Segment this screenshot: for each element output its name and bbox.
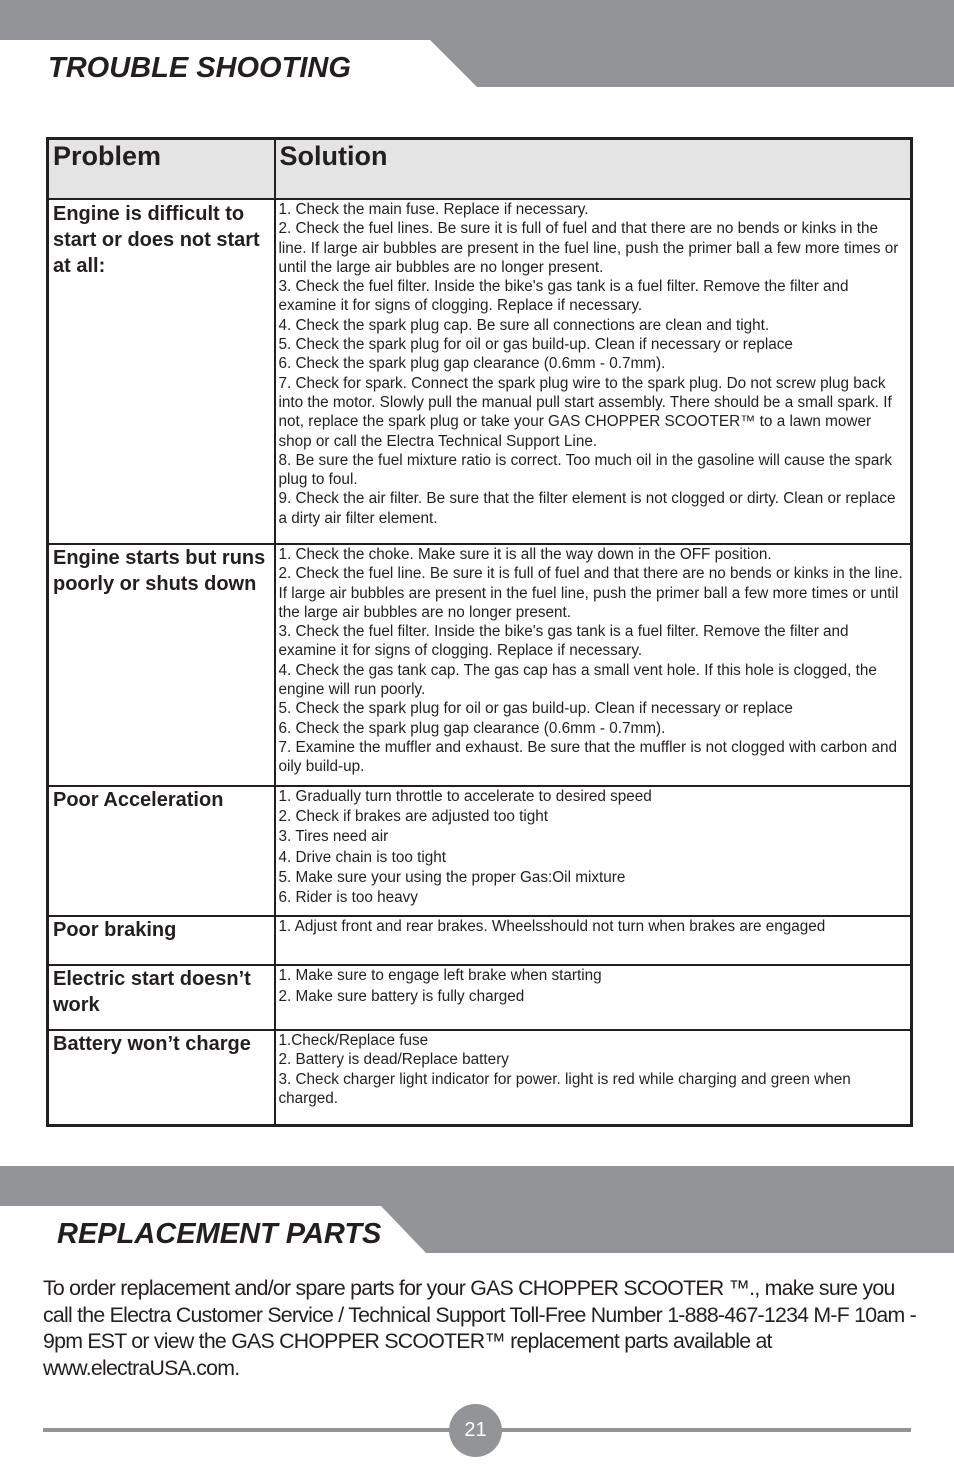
solution-step: 3. Tires need air bbox=[278, 828, 389, 846]
solution-step: 1. Adjust front and rear brakes. Wheelsshould not turn when brakes are engaged bbox=[278, 918, 826, 935]
solution-step: 2. Make sure battery is fully charged bbox=[278, 987, 525, 1005]
solution-cell bbox=[275, 1030, 912, 1126]
trouble-shooting-title: TROUBLE SHOOTING bbox=[48, 52, 351, 84]
replacement-parts-title: REPLACEMENT PARTS bbox=[57, 1218, 382, 1250]
solution-step: 1. Make sure to engage left brake when starting bbox=[278, 967, 602, 984]
solution-step: 4. Check the spark plug cap. Be sure all connections are clean and tight. bbox=[278, 316, 770, 334]
solution-step: 3. Check charger light indicator for power. light is red while charging and green when charged. bbox=[278, 1070, 851, 1107]
solution-cell bbox=[275, 786, 912, 916]
solution-cell bbox=[275, 965, 912, 1030]
solution-step: 2. Battery is dead/Replace battery bbox=[278, 1051, 509, 1069]
solution-step: 7. Check for spark. Connect the spark plug wire to the spark plug. Do not screw plug back into the motor. Slowly pull the manual pull start assembly. There should be a small spark. If not, replace the spark plug or take your GAS CHOPPER SCOOTER™ to a lawn mower shop or call the Electra Technical Support Line. bbox=[278, 374, 892, 450]
solution-cell bbox=[275, 199, 912, 544]
solution-step: 2. Check if brakes are adjusted too tight bbox=[278, 808, 549, 826]
solution-step: 1.Check/Replace fuse bbox=[278, 1032, 429, 1049]
table-header-row bbox=[48, 139, 912, 200]
solution-step: 6. Check the spark plug gap clearance (0.6mm - 0.7mm). bbox=[278, 719, 666, 737]
replacement-tab-slant bbox=[380, 1206, 430, 1254]
problem-cell: Poor braking bbox=[48, 916, 275, 965]
solution-step: 8. Be sure the fuel mixture ratio is correct. Too much oil in the gasoline will cause the spark plug to foul. bbox=[278, 451, 893, 489]
solution-step: 1. Check the choke. Make sure it is all the way down in the OFF position. bbox=[278, 546, 772, 563]
problem-cell: Engine starts but runs poorly or shuts down bbox=[48, 544, 275, 786]
table-row bbox=[48, 965, 912, 1030]
top-tab-slant bbox=[429, 40, 481, 88]
solution-step: 1. Gradually turn throttle to accelerate to desired speed bbox=[278, 788, 652, 805]
trouble-shooting-table bbox=[46, 137, 913, 1127]
table-row bbox=[48, 916, 912, 965]
page-number: 21 bbox=[449, 1404, 502, 1457]
solution-step: 3. Check the fuel filter. Inside the bike's gas tank is a fuel filter. Remove the filter and examine it for signs of clogging. Replace if necessary. bbox=[278, 278, 849, 315]
table-row bbox=[48, 786, 912, 916]
solution-step: 9. Check the air filter. Be sure that the filter element is not clogged or dirty. Clean or replace a dirty air filter element. bbox=[278, 490, 896, 527]
table-row bbox=[48, 1030, 912, 1126]
solution-step: 7. Examine the muffler and exhaust. Be sure that the muffler is not clogged with carbon and oily build-up. bbox=[278, 738, 897, 776]
table-row bbox=[48, 544, 912, 786]
replacement-parts-body: To order replacement and/or spare parts for your GAS CHOPPER SCOOTER ™., make sure you call the Electra Customer Service / Technical Support Toll-Free Number 1-888-467-1234 M-F 10am - 9pm EST or view the GAS CHOPPER SCOOTER™ replacement parts available at www.electraUSA.com. bbox=[43, 1276, 916, 1380]
problem-cell: Electric start doesn’t work bbox=[48, 965, 275, 1030]
table-row bbox=[48, 199, 912, 544]
solution-step: 4. Drive chain is too tight bbox=[278, 848, 446, 866]
solution-step: 6. Check the spark plug gap clearance (0.6mm - 0.7mm). bbox=[278, 355, 666, 373]
solution-step: 5. Check the spark plug for oil or gas build-up. Clean if necessary or replace bbox=[278, 700, 793, 718]
solution-step: 5. Check the spark plug for oil or gas build-up. Clean if necessary or replace bbox=[278, 336, 793, 354]
solution-step: 6. Rider is too heavy bbox=[278, 889, 418, 907]
solution-header: Solution bbox=[275, 139, 912, 200]
solution-step: 5. Make sure your using the proper Gas:Oil mixture bbox=[278, 868, 626, 886]
solution-cell bbox=[275, 916, 912, 965]
solution-cell bbox=[275, 544, 912, 786]
problem-cell: Battery won’t charge bbox=[48, 1030, 275, 1126]
problem-header: Problem bbox=[48, 139, 275, 200]
solution-step: 2. Check the fuel line. Be sure it is full of fuel and that there are no bends or kinks in the line. If large air bubbles are present in the fuel line, push the primer ball a few more times or until the large air bubbles are no longer present. bbox=[278, 565, 903, 621]
solution-step: 3. Check the fuel filter. Inside the bike's gas tank is a fuel filter. Remove the filter and examine it for signs of clogging. Replace if necessary. bbox=[278, 623, 849, 660]
solution-step: 4. Check the gas tank cap. The gas cap has a small vent hole. If this hole is clogged, the engine will run poorly. bbox=[278, 661, 877, 699]
problem-cell: Poor Acceleration bbox=[48, 786, 275, 916]
solution-step: 1. Check the main fuse. Replace if necessary. bbox=[278, 201, 589, 218]
problem-cell: Engine is difficult to start or does not start at all: bbox=[48, 199, 275, 544]
solution-step: 2. Check the fuel lines. Be sure it is full of fuel and that there are no bends or kinks in the line. If large air bubbles are present in the fuel line, push the primer ball a few more times or until the large air bubbles are no longer present. bbox=[278, 220, 899, 276]
